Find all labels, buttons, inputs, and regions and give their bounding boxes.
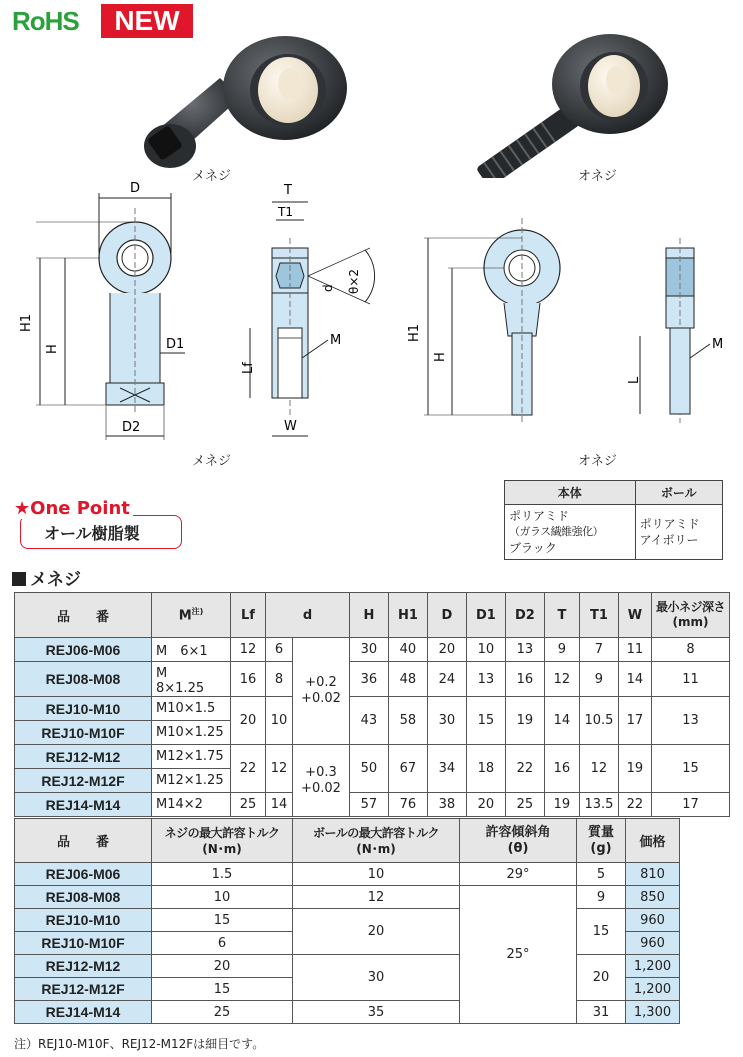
col-header-part-2: 品 番 xyxy=(15,819,152,863)
dim-label-D1: D1 xyxy=(166,337,185,352)
table-row: REJ14-M14 M14×2 25 14 57 76 38 20 25 19 13.5 22 17 xyxy=(15,793,730,817)
male-dimension-drawing xyxy=(400,178,740,453)
footnote: 注）REJ10-M10F、REJ12-M12Fは細目です。 xyxy=(14,1037,265,1051)
col-header-ball-torque: ボールの最大許容トルク (N･m) xyxy=(293,819,460,863)
dim-label-T: T xyxy=(284,183,292,198)
dim-label-d: d xyxy=(321,284,335,292)
one-point-label: ★One Point xyxy=(14,498,133,519)
col-header-t1: T1 xyxy=(579,593,618,638)
dim-label-M-male: M xyxy=(712,337,724,352)
table-row: REJ06-M06 M 6×1 12 6 +0.2 +0.02 30 40 20 10 13 9 7 11 8 xyxy=(15,638,730,662)
col-header-tilt: 許容傾斜角 (θ) xyxy=(460,819,577,863)
dim-label-W: W xyxy=(284,419,297,434)
dim-label-H1-male: H1 xyxy=(407,323,422,342)
male-photo-caption: オネジ xyxy=(578,169,617,184)
table-row: REJ08-M08 M 8×1.25 16 8 36 48 24 13 16 12 9 14 11 xyxy=(15,662,730,697)
section-title: メネジ xyxy=(12,565,81,590)
dim-label-M: M xyxy=(330,333,342,348)
table-row: REJ12-M12F 15 1,200 xyxy=(15,978,680,1001)
dim-label-L: L xyxy=(627,376,642,384)
female-rod-end-photo xyxy=(120,18,350,178)
table-row: REJ12-M12 M12×1.75 22 12 +0.3 +0.02 50 67 34 18 22 16 12 19 15 xyxy=(15,745,730,769)
col-header-d: d xyxy=(266,593,350,638)
col-header-thread-torque: ネジの最大許容トルク (N･m) xyxy=(152,819,293,863)
dim-label-D: D xyxy=(130,181,141,196)
table-row: REJ12-M12 20 30 20 1,200 xyxy=(15,955,680,978)
dim-label-theta: θ×2 xyxy=(347,268,361,294)
spec-table xyxy=(14,818,680,1024)
col-header-h1: H1 xyxy=(388,593,427,638)
female-drawing-caption: メネジ xyxy=(192,454,232,469)
table-row: REJ10-M10 M10×1.5 20 10 43 58 30 15 19 14 10.5 17 13 xyxy=(15,697,730,721)
col-header-h: H xyxy=(349,593,388,638)
table-row: REJ08-M08 10 12 25° 9 850 xyxy=(15,886,680,909)
material-table xyxy=(504,480,723,560)
table-row: REJ14-M14 25 35 31 1,300 xyxy=(15,1001,680,1024)
col-header-d1: D1 xyxy=(466,593,505,638)
col-header-part: 品 番 xyxy=(15,593,152,638)
dim-label-H-male: H xyxy=(433,352,448,362)
col-header-D: D xyxy=(427,593,466,638)
d-tolerance-a: +0.2 +0.02 xyxy=(293,638,350,745)
female-photo-caption: メネジ xyxy=(192,169,232,184)
dim-label-T1: T1 xyxy=(278,205,293,219)
table-row: REJ12-M12F M12×1.25 xyxy=(15,769,730,793)
table-row: REJ10-M10 15 20 15 960 xyxy=(15,909,680,932)
rohs-logo: RoHS xyxy=(12,6,79,36)
col-header-mass: 質量 (g) xyxy=(577,819,626,863)
material-ball-cell: ポリアミド アイボリー xyxy=(635,505,722,560)
col-header-t: T xyxy=(544,593,579,638)
dim-label-H1: H1 xyxy=(19,313,34,332)
female-dimension-drawing xyxy=(10,178,390,453)
table-row: REJ10-M10F M10×1.25 xyxy=(15,721,730,745)
new-badge: NEW xyxy=(101,4,193,38)
material-header-body: 本体 xyxy=(505,481,636,505)
table-row: REJ06-M06 1.5 10 29° 5 810 xyxy=(15,863,680,886)
material-header-ball: ボール xyxy=(635,481,722,505)
material-body-cell: ポリアミド （ガラス繊維強化） ブラック xyxy=(505,505,636,560)
dim-label-Lf: Lf xyxy=(241,362,256,374)
dimension-table xyxy=(14,592,730,817)
col-header-w: W xyxy=(618,593,651,638)
dim-label-H: H xyxy=(45,344,60,354)
male-drawing-caption: オネジ xyxy=(578,454,617,469)
male-rod-end-photo xyxy=(460,18,680,178)
col-header-min-depth: 最小ネジ深さ (mm) xyxy=(651,593,729,638)
table-row: REJ10-M10F 6 960 xyxy=(15,932,680,955)
col-header-d2: D2 xyxy=(505,593,544,638)
one-point-text: オール樹脂製 xyxy=(44,524,140,543)
dim-label-D2: D2 xyxy=(122,420,141,435)
d-tolerance-b: +0.3 +0.02 xyxy=(293,745,350,817)
col-header-m: $M^{注)}$ xyxy=(152,593,231,638)
col-header-price: 価格 xyxy=(626,819,680,863)
col-header-lf: Lf xyxy=(231,593,266,638)
